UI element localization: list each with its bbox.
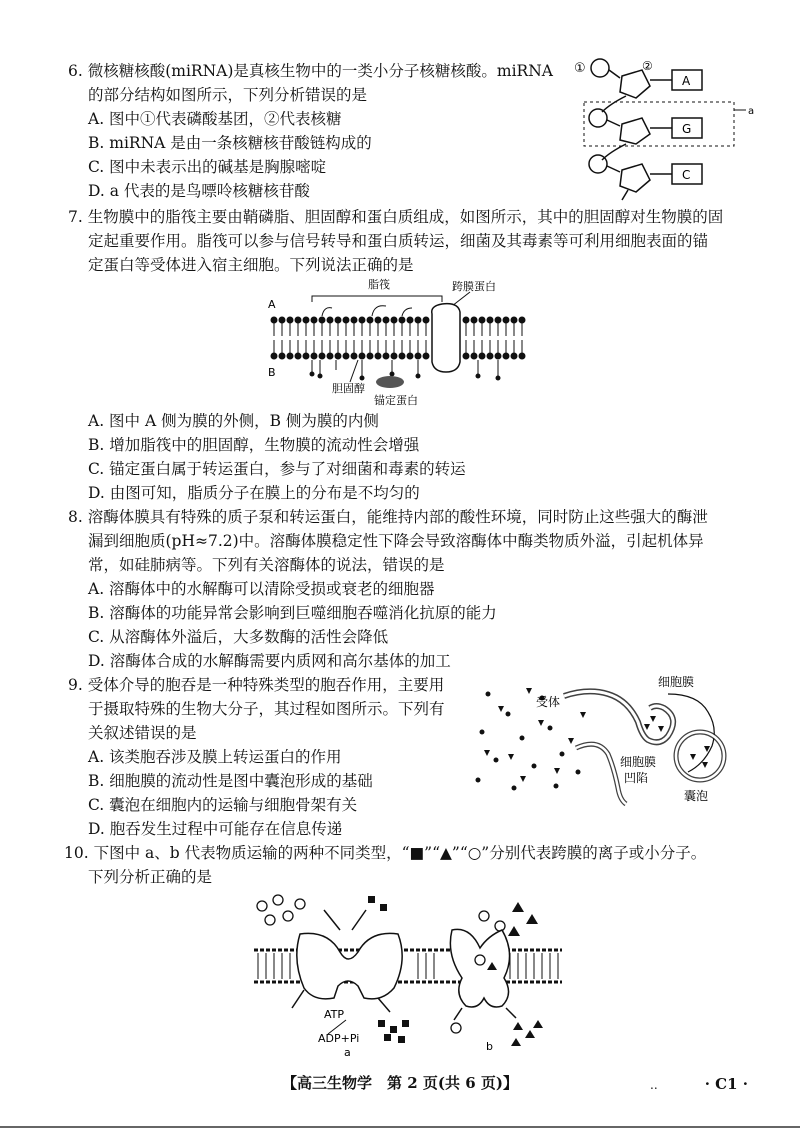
base-1: A	[682, 74, 691, 88]
exam-code: · C1 ·	[704, 1075, 748, 1093]
inner-squares	[378, 1020, 409, 1043]
label-b: b	[486, 1040, 493, 1053]
atp-label: ATP	[324, 1008, 345, 1021]
q6-option-c: C. 图中未表示出的碱基是胸腺嘧啶	[88, 158, 327, 176]
q8-option-b: B. 溶酶体的功能异常会影响到巨噬细胞吞噬消化抗原的能力	[88, 604, 497, 622]
outer-molecules	[257, 895, 505, 931]
q9-line-1: 9. 受体介导的胞吞是一种特殊类型的胞吞作用，主要用	[68, 676, 445, 694]
label-a: a	[748, 106, 755, 117]
receptor-label: 受体	[536, 695, 561, 709]
particles	[476, 688, 587, 791]
membrane-transport-diagram	[248, 890, 568, 1060]
q9-option-c: C. 囊泡在细胞内的运输与细胞骨架有关	[88, 796, 358, 814]
membrane-label: 细胞膜	[658, 675, 695, 689]
outer-triangles	[508, 902, 538, 936]
q9-option-a: A. 该类胞吞涉及膜上转运蛋白的作用	[88, 748, 342, 766]
q7-line-2: 定起重要作用。脂筏可以参与信号转导和蛋白质转运，细菌及其毒素等可利用细胞表面的锚	[88, 232, 709, 250]
lipid-tails	[274, 323, 522, 353]
q8-line-2: 漏到细胞质(pH≈7.2)中。溶酶体膜稳定性下降会导致溶酶体中酶类物质外溢，引起机体异	[88, 532, 704, 550]
q8-line-3: 常，如硅肺病等。下列有关溶酶体的说法，错误的是	[88, 556, 445, 574]
q7-option-c: C. 锚定蛋白属于转运蛋白，参与了对细菌和毒素的转运	[88, 460, 466, 478]
q7-line-1: 7. 生物膜中的脂筏主要由鞘磷脂、胆固醇和蛋白质组成，如图所示，其中的胆固醇对生物膜的固	[68, 208, 724, 226]
bilayer-bottom	[271, 353, 525, 359]
lipid-raft-diagram	[262, 276, 532, 406]
raft-label: 脂筏	[368, 278, 390, 291]
transmembrane-protein	[432, 304, 460, 372]
channel-protein-b	[450, 929, 509, 1007]
mark-2: ②	[642, 59, 653, 73]
bottom-edge	[0, 1126, 800, 1128]
side-b-label: B	[268, 366, 276, 379]
footer-dots: ..	[650, 1078, 658, 1092]
base-3: C	[682, 168, 691, 182]
base-2: G	[682, 122, 692, 136]
q9-line-2: 于摄取特殊的生物大分子，其过程如图所示。下列有	[88, 700, 445, 718]
anchor-label: 锚定蛋白	[374, 394, 418, 406]
q10-line-2: 下列分析正确的是	[88, 868, 213, 886]
q8-option-c: C. 从溶酶体外溢后，大多数酶的活性会降低	[88, 628, 389, 646]
endocytosis-diagram	[468, 668, 758, 808]
adp-label: ADP+Pi	[318, 1032, 360, 1045]
q10-line-1: 10. 下图中 a、b 代表物质运输的两种不同类型，“■”“▲”“○”分别代表跨膜的离子或小分子。	[64, 844, 707, 862]
q8-option-d: D. 溶酶体合成的水解酶需要内质网和高尔基体的加工	[88, 652, 451, 670]
pump-protein-a	[297, 933, 402, 999]
anchor-protein	[376, 376, 404, 388]
q9-option-d: D. 胞吞发生过程中可能存在信息传递	[88, 820, 343, 838]
mark-1: ①	[574, 61, 586, 76]
q6-line-1: 6. 微核糖核酸(miRNA)是真核生物中的一类小分子核糖核酸。miRNA	[68, 62, 553, 80]
q9-option-b: B. 细胞膜的流动性是图中囊泡形成的基础	[88, 772, 373, 790]
label-a: a	[344, 1046, 351, 1059]
q7-option-d: D. 由图可知，脂质分子在膜上的分布是不均匀的	[88, 484, 420, 502]
pit-label-1: 细胞膜	[620, 755, 657, 769]
outer-squares	[368, 896, 387, 911]
q6-option-a: A. 图中①代表磷酸基团，②代表核糖	[88, 110, 342, 128]
pit-label-2: 凹陷	[624, 771, 649, 785]
q9-line-3: 关叙述错误的是	[88, 724, 197, 742]
inner-triangles	[511, 1020, 543, 1046]
mirna-structure-diagram	[570, 52, 760, 202]
q6-option-b: B. miRNA 是由一条核糖核苷酸链构成的	[88, 134, 372, 152]
q6-line-2: 的部分结构如图所示，下列分析错误的是	[88, 86, 368, 104]
transmembrane-label: 跨膜蛋白	[452, 280, 496, 293]
vesicle-label: 囊泡	[684, 789, 709, 803]
q7-option-a: A. 图中 A 侧为膜的外侧，B 侧为膜的内侧	[88, 412, 379, 430]
q8-line-1: 8. 溶酶体膜具有特殊的质子泵和转运蛋白，能维持内部的酸性环境，同时防止这些强大的酶泄	[68, 508, 708, 526]
page-footer: 【高三生物学 第 2 页(共 6 页)】	[282, 1074, 518, 1092]
q8-option-a: A. 溶酶体中的水解酶可以清除受损或衰老的细胞器	[88, 580, 435, 598]
side-a-label: A	[268, 298, 276, 311]
q7-line-3: 定蛋白等受体进入宿主细胞。下列说法正确的是	[88, 256, 414, 274]
bilayer-top	[271, 317, 525, 323]
q7-option-b: B. 增加脂筏中的胆固醇，生物膜的流动性会增强	[88, 436, 420, 454]
q6-option-d: D. a 代表的是鸟嘌呤核糖核苷酸	[88, 182, 310, 200]
cholesterol-label: 胆固醇	[332, 382, 365, 395]
